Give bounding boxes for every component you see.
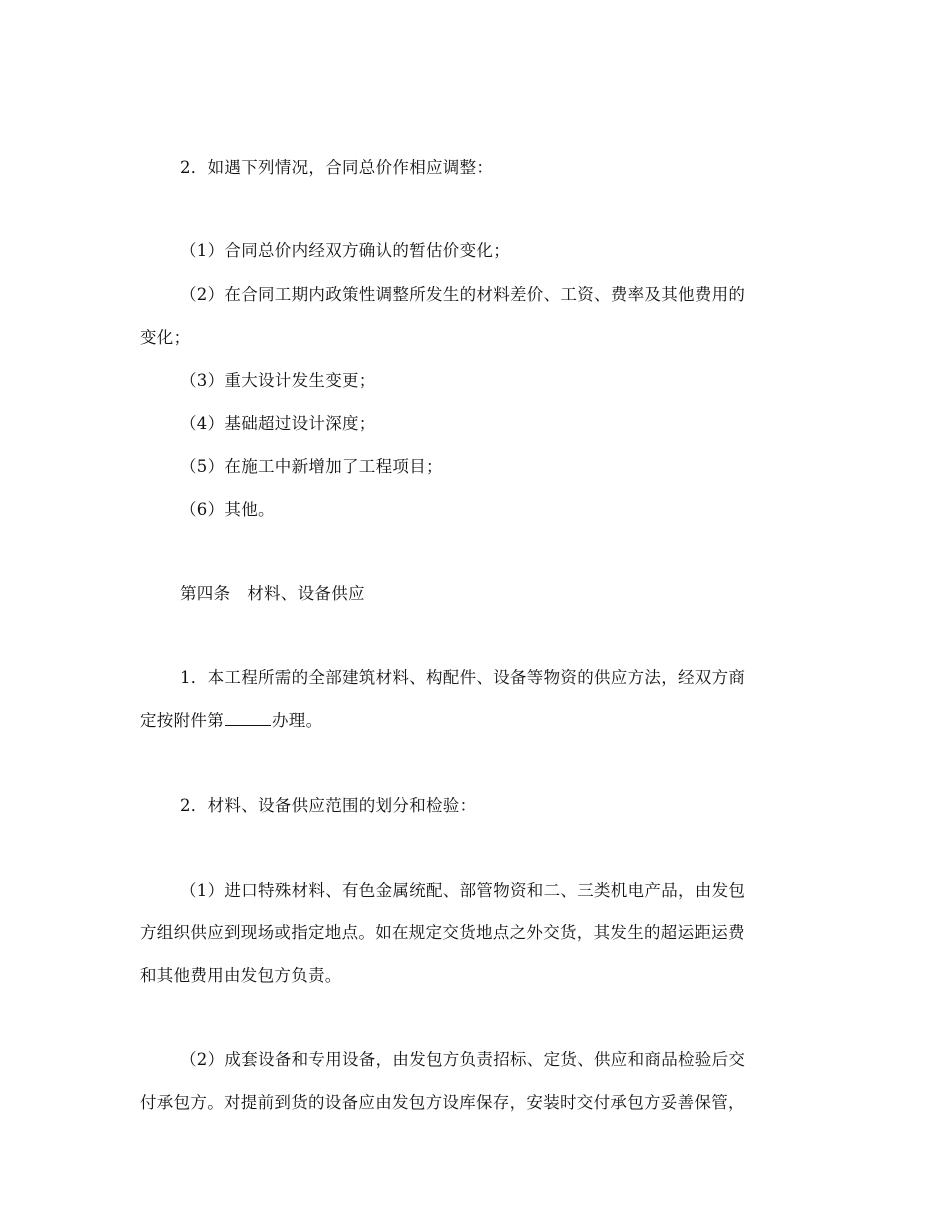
- sub-item-1-line-3: 和其他费用由发包方负责。: [140, 966, 342, 985]
- list-item-1: （1）合同总价内经双方确认的暂估价变化；: [180, 241, 510, 260]
- list-item-6: （6）其他。: [180, 500, 275, 519]
- list-item-2: （2）在合同工期内政策性调整所发生的材料差价、工资、费率及其他费用的: [180, 285, 746, 304]
- paragraph-supply-method-continuation: [140, 710, 322, 732]
- paragraph-price-adjustment: 2．如遇下列情况，合同总价作相应调整：: [180, 158, 494, 177]
- sub-item-1-line-2: 方组织供应到现场或指定地点。如在规定交货地点之外交货，其发生的超运距运费: [140, 923, 745, 942]
- sub-item-1: （1）进口特殊材料、有色金属统配、部管物资和二、三类机电产品，由发包: [180, 881, 746, 900]
- sub-item-2: （2）成套设备和专用设备，由发包方负责招标、定货、供应和商品检验后交: [180, 1050, 746, 1069]
- section-heading-article-4: 第四条 材料、设备供应: [180, 584, 365, 603]
- list-item-4: （4）基础超过设计深度；: [180, 414, 376, 433]
- list-item-5: （5）在施工中新增加了工程项目；: [180, 457, 443, 476]
- paragraph-supply-method: 1．本工程所需的全部建筑材料、构配件、设备等物资的供应方法，经双方商: [180, 668, 746, 687]
- text-fragment: 办理。: [272, 711, 323, 730]
- text-fragment: 定按附件第: [140, 711, 224, 730]
- fill-in-blank[interactable]: [225, 710, 271, 726]
- paragraph-supply-scope: 2．材料、设备供应范围的划分和检验：: [180, 796, 477, 815]
- list-item-3: （3）重大设计发生变更；: [180, 371, 376, 390]
- list-item-2-continuation: 变化；: [140, 328, 191, 347]
- sub-item-2-line-2: 付承包方。对提前到货的设备应由发包方设库保存，安装时交付承包方妥善保管，: [140, 1093, 745, 1112]
